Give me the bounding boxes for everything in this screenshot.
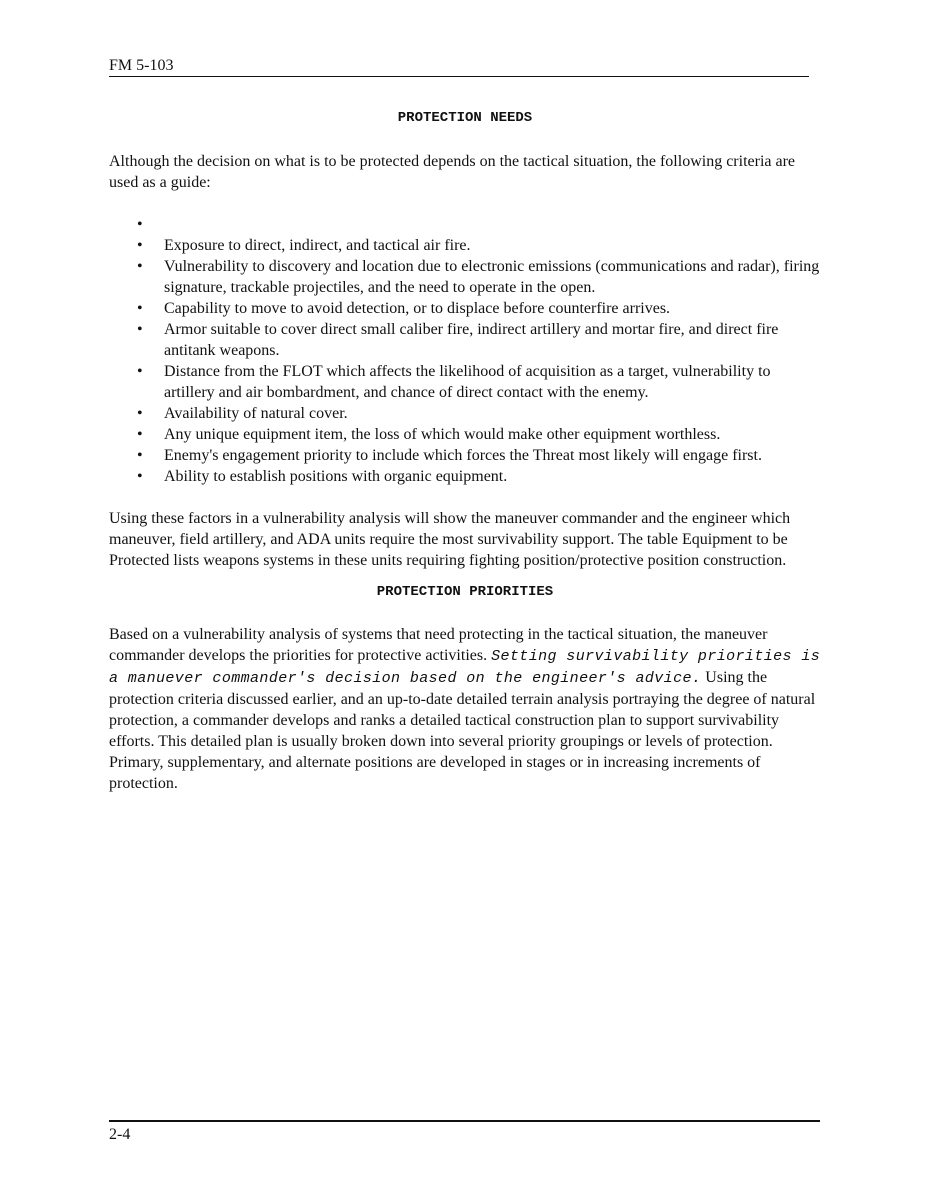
protection-needs-intro: Although the decision on what is to be protected depends on the tactical situation, the following criteria are used as a guide: [109, 153, 796, 191]
list-item: • Vulnerability to discovery and location due to electronic emissions (communications and radar), firing signature, trackable projectiles, and the need to operate in the open. [109, 256, 821, 298]
list-item: • Capability to move to avoid detection, or to displace before counterfire arrives. [109, 298, 821, 319]
list-item [109, 214, 821, 235]
section-heading-protection-priorities: PROTECTION PRIORITIES [376, 584, 554, 600]
page-content [109, 108, 821, 794]
page-number: 2-4 [109, 1126, 131, 1143]
protection-priorities-paragraph [109, 624, 821, 794]
list-item: • Armor suitable to cover direct small caliber fire, indirect artillery and mortar fire, and direct fire antitank weapons. [109, 319, 821, 361]
list-item: • Availability of natural cover. [109, 403, 821, 424]
list-item: • Enemy's engagement priority to include which forces the Threat most likely will engage first. [109, 445, 821, 466]
list-item: • Distance from the FLOT which affects the likelihood of acquisition as a target, vulnerability to artillery and air bombardment, and chance of direct contact with the enemy. [109, 361, 821, 403]
list-item: • Ability to establish positions with organic equipment. [109, 466, 821, 487]
priorities-text-before: Based on a vulnerability analysis of systems that need protecting in the tactical situation, the maneuver commander develops the priorities for protective activities. [109, 626, 768, 664]
protection-needs-closing: Using these factors in a vulnerability analysis will show the maneuver commander and the engineer which maneuver, field artillery, and ADA units require the most survivability support. The table Equipment to be Protected lists weapons systems in these units requiring fighting position/protective position construction. [109, 510, 791, 569]
page-header [109, 54, 809, 77]
page-footer [109, 1120, 820, 1143]
list-item: • Any unique equipment item, the loss of which would make other equipment worthless. [109, 424, 821, 445]
document-id: FM 5-103 [109, 57, 174, 74]
list-item: • Exposure to direct, indirect, and tactical air fire. [109, 235, 821, 256]
priorities-text-after: Using the protection criteria discussed earlier, and an up-to-date detailed terrain analysis portraying the degree of natural protection, a commander develops and ranks a detailed tactical construction plan to support survivability efforts. This detailed plan is usually broken down into several priority groupings or levels of protection. Primary, supplementary, and alternate positions are developed in stages or in increasing increments of protection. [109, 669, 816, 792]
criteria-list [109, 214, 821, 487]
priorities-emphasis: Setting survivability priorities is a manuever commander's decision based on the engineer's advice. [109, 648, 821, 687]
section-heading-protection-needs: PROTECTION NEEDS [397, 110, 533, 126]
